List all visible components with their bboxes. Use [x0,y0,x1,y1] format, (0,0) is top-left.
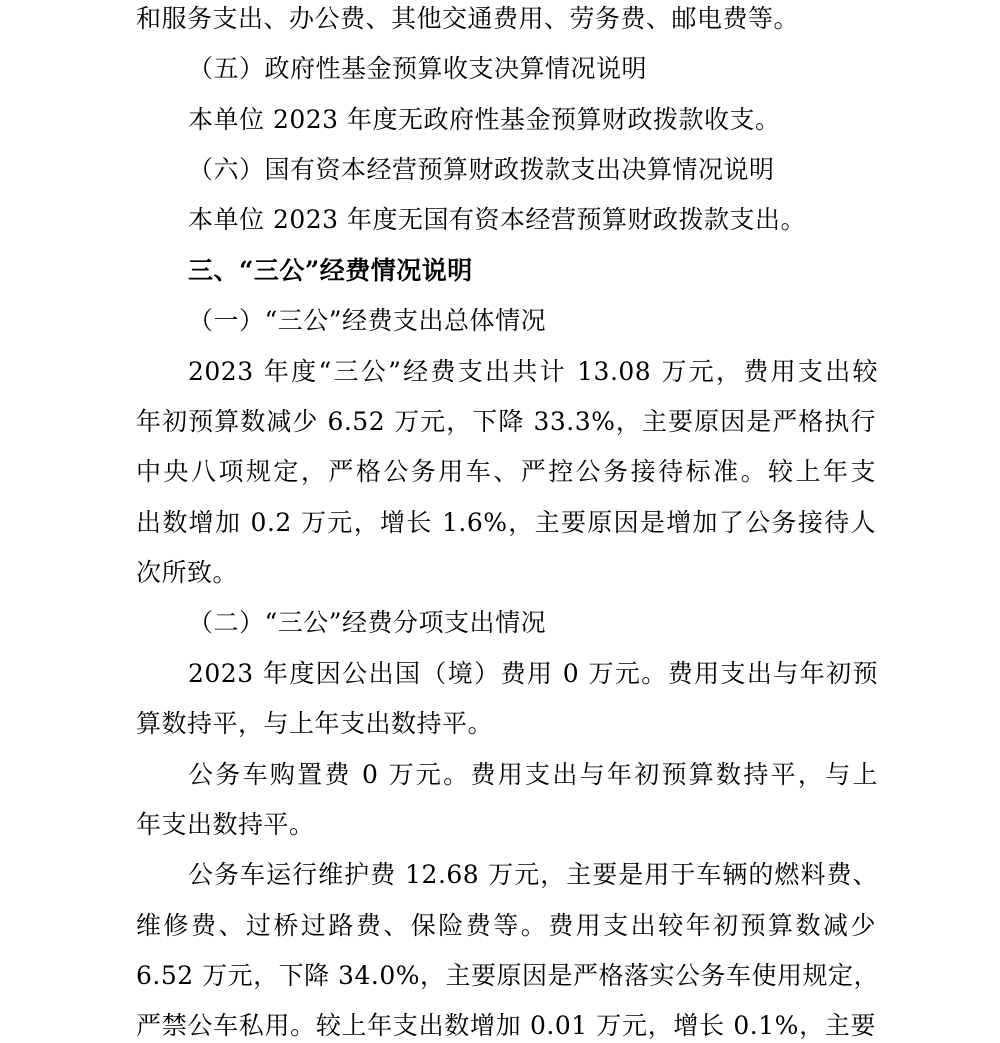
paragraph-line: 6.52 万元，下降 34.0%，主要原因是严格落实公务车使用规定， [136,961,879,990]
section-heading-6: （六）国有资本经营预算财政拨款支出决算情况说明 [188,155,775,184]
paragraph-line: 公务车购置费 0 万元。费用支出与年初预算数持平，与上 [188,760,878,789]
paragraph-text: 本单位 2023 年度无政府性基金预算财政拨款收支。 [188,105,781,134]
paragraph-line: 严禁公车私用。较上年支出数增加 0.01 万元，增长 0.1%，主要 [136,1011,876,1040]
paragraph-line: 中央八项规定，严格公务用车、严控公务接待标准。较上年支 [136,457,876,486]
paragraph-text: 本单位 2023 年度无国有资本经营预算财政拨款支出。 [188,205,807,234]
paragraph-continuation: 和服务支出、办公费、其他交通费用、劳务费、邮电费等。 [136,4,800,33]
paragraph-line: 次所致。 [136,558,239,587]
paragraph-line: 年支出数持平。 [136,810,315,839]
paragraph-line: 算数持平，与上年支出数持平。 [136,709,494,738]
section-heading-5: （五）政府性基金预算收支决算情况说明 [188,54,648,83]
paragraph-line: 2023 年度“三公”经费支出共计 13.08 万元，费用支出较 [188,357,878,386]
paragraph-line: 2023 年度因公出国（境）费用 0 万元。费用支出与年初预 [188,659,878,688]
paragraph-line: 出数增加 0.2 万元，增长 1.6%，主要原因是增加了公务接待人 [136,508,876,537]
subsection-heading-1: （一）“三公”经费支出总体情况 [188,306,547,335]
paragraph-line: 维修费、过桥过路费、保险费等。费用支出较年初预算数减少 [136,911,876,940]
paragraph-line: 年初预算数减少 6.52 万元，下降 33.3%，主要原因是严格执行 [136,407,876,436]
chapter-heading: 三、“三公”经费情况说明 [188,256,473,285]
paragraph-line: 公务车运行维护费 12.68 万元，主要是用于车辆的燃料费、 [188,860,878,889]
subsection-heading-2: （二）“三公”经费分项支出情况 [188,608,547,637]
